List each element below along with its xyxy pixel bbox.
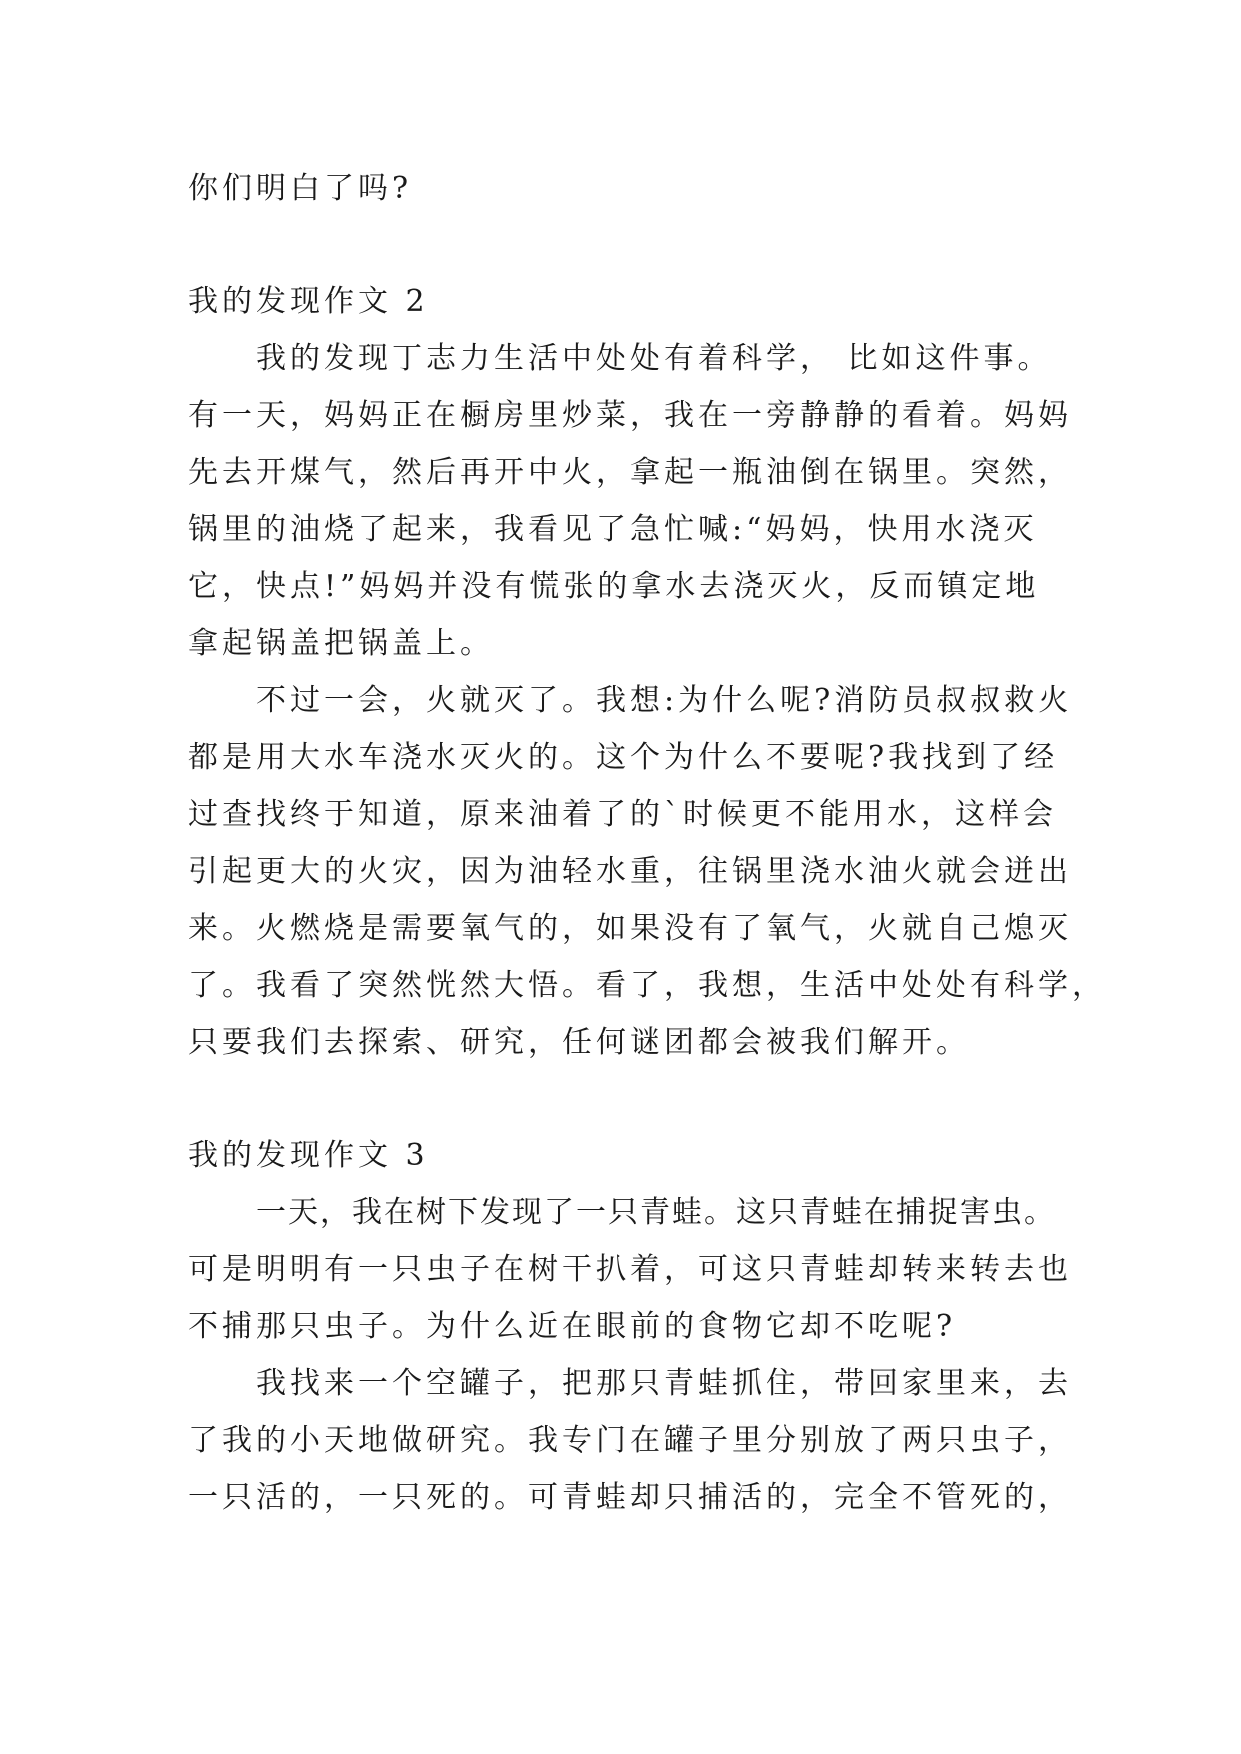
text-line: 有一天，妈妈正在橱房里炒菜，我在一旁静静的看着。妈妈: [188, 398, 1072, 433]
text-line: 只要我们去探索、研究，任何谜团都会被我们解开。: [188, 1025, 970, 1060]
text-line: 我的发现丁志力生活中处处有着科学， 比如这件事。: [256, 341, 1052, 376]
text-line: 过查找终于知道，原来油着了的`时候更不能用水，这样会: [188, 797, 1057, 832]
essay-3-paragraph-1: [188, 1184, 1073, 1355]
essay-2: [188, 273, 1106, 1071]
text-line: 一天，我在树下发现了一只青蛙。这只青蛙在捕捉害虫。: [256, 1195, 1056, 1230]
text-line: 先去开煤气，然后再开中火，拿起一瓶油倒在锅里。突然，: [188, 455, 1072, 490]
text-line: 不捕那只虫子。为什么近在眼前的食物它却不吃呢?: [188, 1309, 957, 1344]
text-line: 可是明明有一只虫子在树干扒着，可这只青蛙却转来转去也: [188, 1252, 1072, 1287]
text-line: 引起更大的火灾，因为油轻水重，往锅里浇水油火就会迸出: [188, 854, 1072, 889]
text-line: 了我的小天地做研究。我专门在罐子里分别放了两只虫子，: [188, 1423, 1072, 1458]
essay-2-paragraph-1: [188, 330, 1073, 672]
text-line: 都是用大水车浇水灭火的。这个为什么不要呢?我找到了经: [188, 740, 1059, 775]
essay-3-title: 我的发现作文 3: [188, 1138, 429, 1173]
essay-3-paragraph-2: [188, 1355, 1073, 1526]
text-line: 了。我看了突然恍然大悟。看了，我想，生活中处处有科学，: [188, 968, 1106, 1003]
intro-closing-line: 你们明白了吗?: [188, 171, 413, 206]
text-line: 来。火燃烧是需要氧气的，如果没有了氧气，火就自己熄灭: [188, 911, 1072, 946]
essay-3: [188, 1127, 1073, 1526]
text-line: 不过一会，火就灭了。我想:为什么呢?消防员叔叔救火: [256, 683, 1073, 718]
text-line: 一只活的，一只死的。可青蛙却只捕活的，完全不管死的，: [188, 1480, 1072, 1515]
text-line: 拿起锅盖把锅盖上。: [188, 626, 494, 661]
essay-2-paragraph-2: [188, 672, 1106, 1071]
document-body: [188, 160, 1106, 1526]
text-line: 它，快点!”妈妈并没有慌张的拿水去浇灭火，反而镇定地: [188, 569, 1040, 604]
essay-2-title: 我的发现作文 2: [188, 284, 429, 319]
text-line: 我找来一个空罐子，把那只青蛙抓住，带回家里来，去: [256, 1366, 1072, 1401]
text-line: 锅里的油烧了起来，我看见了急忙喊:“妈妈，快用水浇灭: [188, 512, 1038, 547]
